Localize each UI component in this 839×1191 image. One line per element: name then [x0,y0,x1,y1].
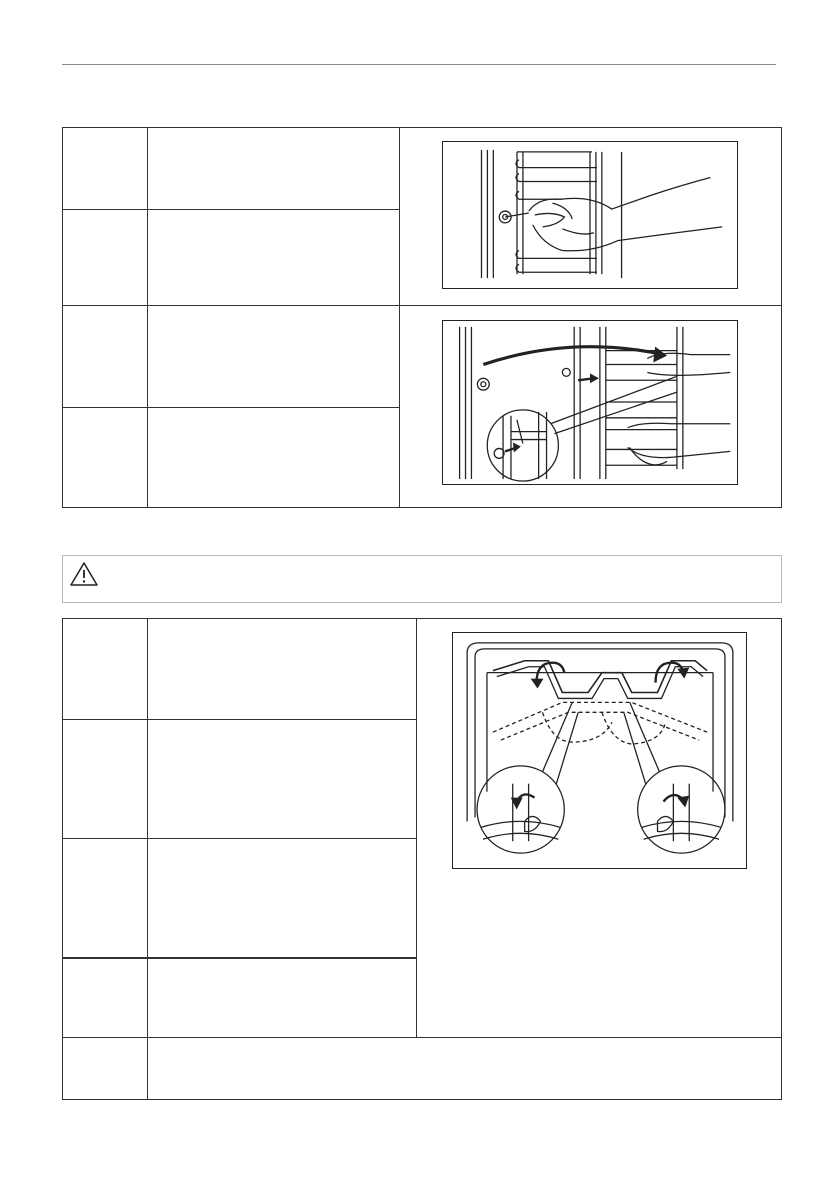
warning-triangle-icon [69,560,99,588]
shelf-support-removal-figure [442,141,738,289]
grill-heating-element-icon [453,633,746,868]
shelf-support-hook-icon [443,321,737,484]
header-rule [62,64,776,65]
shelf-support-hook-figure [442,320,738,485]
grill-heating-element-figure [452,632,747,869]
shelf-support-removal-icon [443,142,737,288]
warning-box [62,555,782,603]
